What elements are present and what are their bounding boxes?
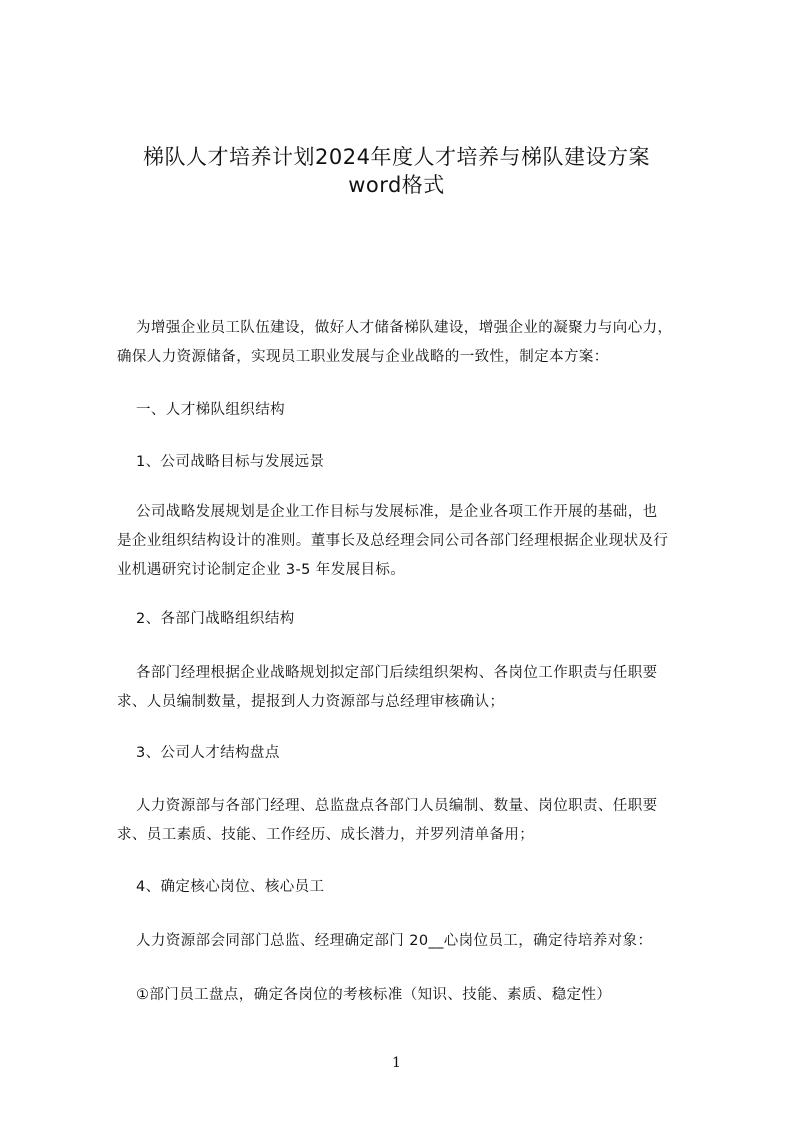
item4-paragraph: 人力资源部会同部门总监、经理确定部门 20__心岗位员工，确定待培养对象：	[136, 933, 653, 949]
item2-paragraph	[117, 659, 713, 717]
page-number: 1	[392, 1055, 401, 1071]
intro-line-2: 确保人力资源储备，实现员工职业发展与企业战略的一致性，制定本方案：	[117, 349, 609, 365]
item1-heading: 1、公司战略目标与发展远景	[136, 454, 325, 470]
document-title-line2: word格式	[348, 173, 445, 197]
item2-line-2: 求、人员编制数量，提报到人力资源部与总经理审核确认；	[117, 694, 505, 710]
item4-subitem-1: ①部门员工盘点，确定各岗位的考核标准（知识、技能、素质、稳定性）	[136, 987, 612, 1003]
item1-line-3: 业机遇研究讨论制定企业 3-5 年发展目标。	[117, 562, 406, 578]
item3-heading: 3、公司人才结构盘点	[136, 745, 280, 761]
item1-line-1: 公司战略发展规划是企业工作目标与发展标准，是企业各项工作开展的基础，也	[136, 504, 658, 520]
item4-heading: 4、确定核心岗位、核心员工	[136, 879, 325, 895]
intro-paragraph	[117, 314, 713, 372]
intro-line-1: 为增强企业员工队伍建设，做好人才储备梯队建设，增强企业的凝聚力与向心力，	[136, 320, 673, 336]
item1-paragraph	[117, 498, 713, 585]
item2-line-1: 各部门经理根据企业战略规划拟定部门后续组织架构、各岗位工作职责与任职要	[136, 665, 658, 681]
item1-line-2: 是企业组织结构设计的准则。董事长及总经理会同公司各部门经理根据企业现状及行	[117, 533, 669, 549]
document-title-line1: 梯队人才培养计划2024年度人才培养与梯队建设方案	[143, 145, 650, 169]
item3-line-1: 人力资源部与各部门经理、总监盘点各部门人员编制、数量、岗位职责、任职要	[136, 798, 658, 814]
section1-heading: 一、人才梯队组织结构	[136, 402, 285, 418]
item3-paragraph	[117, 792, 713, 850]
item3-line-2: 求、员工素质、技能、工作经历、成长潜力，并罗列清单备用；	[117, 827, 535, 843]
item2-heading: 2、各部门战略组织结构	[136, 611, 295, 627]
